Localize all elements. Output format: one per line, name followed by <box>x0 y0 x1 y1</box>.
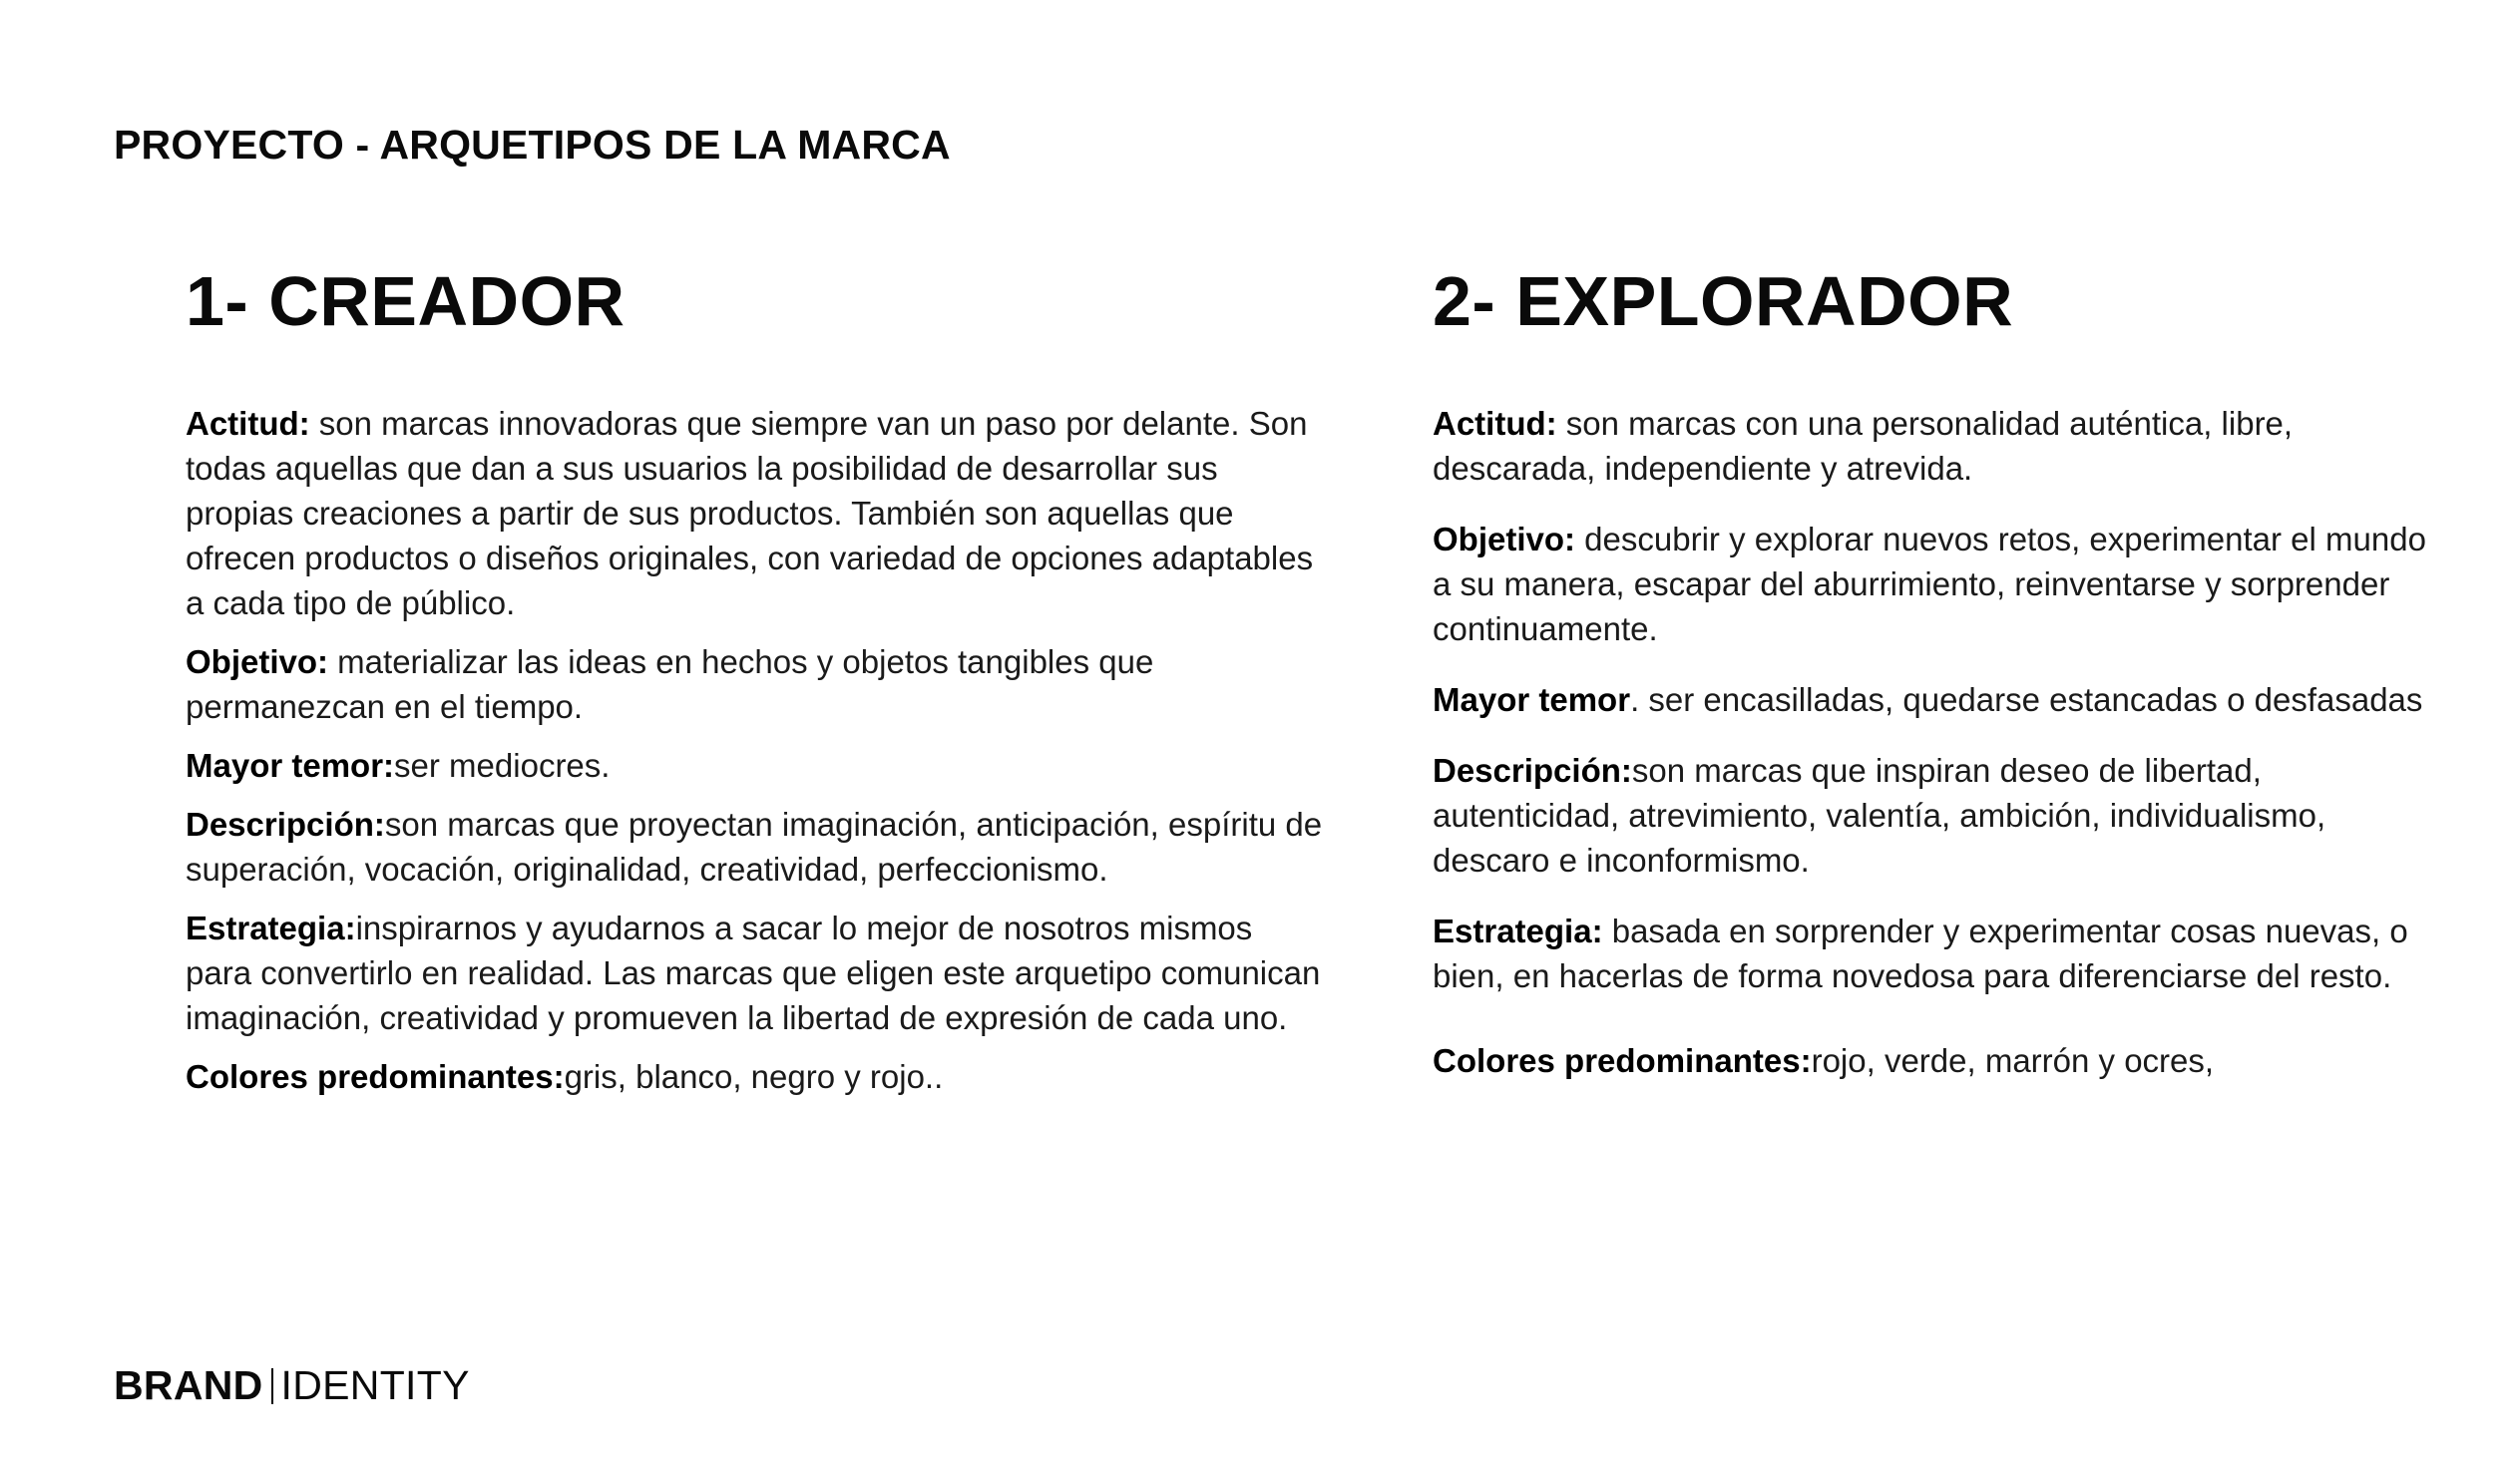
section-objetivo <box>1433 517 2440 651</box>
archetype-title: 2- EXPLORADOR <box>1433 262 2014 340</box>
archetype-body <box>1433 401 2440 1083</box>
section-label: Actitud: <box>186 405 310 442</box>
section-colores <box>1433 1038 2440 1083</box>
section-actitud <box>186 401 1323 625</box>
section-label: Objetivo: <box>1433 521 1576 557</box>
section-label: Colores predominantes: <box>186 1058 565 1095</box>
section-objetivo <box>186 639 1323 729</box>
section-text: ser mediocres. <box>394 747 611 784</box>
section-text: son marcas que inspiran deseo de libertad, autenticidad, atrevimiento, valentía, ambición, individualismo, descaro e inconformismo. <box>1433 752 2326 879</box>
brand-word-bold: BRAND <box>114 1362 263 1408</box>
section-text: son marcas innovadoras que siempre van un paso por delante. Son todas aquellas que dan a sus usuarios la posibilidad de desarrollar sus propias creaciones a partir de sus productos. También son aquellas que ofrecen productos o diseños originales, con variedad de opciones adaptables a cada tipo de público. <box>186 405 1314 621</box>
section-text: inspirarnos y ayudarnos a sacar lo mejor de nosotros mismos para convertirlo en realidad. Las marcas que eligen este arquetipo comunican imaginación, creatividad y promueven la libertad de expresión de cada uno. <box>186 910 1321 1036</box>
section-label: Estrategia: <box>186 910 356 946</box>
section-label: Descripción: <box>1433 752 1632 789</box>
section-estrategia <box>186 906 1323 1040</box>
section-actitud <box>1433 401 2440 491</box>
section-estrategia <box>1433 909 2440 998</box>
section-colores <box>186 1054 1323 1099</box>
archetype-creador <box>186 261 1323 1107</box>
section-label: Estrategia: <box>1433 913 1603 949</box>
section-label: Mayor temor: <box>186 747 395 784</box>
section-descripcion <box>186 802 1323 892</box>
section-label: Mayor temor <box>1433 681 1631 718</box>
section-label: Objetivo: <box>186 643 329 680</box>
section-label: Actitud: <box>1433 405 1557 442</box>
brand-identity-logo <box>114 1360 470 1410</box>
brand-word-light: IDENTITY <box>280 1362 470 1408</box>
section-text: son marcas que proyectan imaginación, anticipación, espíritu de superación, vocación, originalidad, creatividad, perfeccionismo. <box>186 806 1323 888</box>
section-text: rojo, verde, marrón y ocres, <box>1811 1042 2215 1079</box>
brand-separator <box>271 1368 273 1404</box>
section-text: gris, blanco, negro y rojo.. <box>564 1058 944 1095</box>
section-text: descubrir y explorar nuevos retos, experimentar el mundo a su manera, escapar del aburrimiento, reinventarse y sorprender continuamente. <box>1433 521 2426 647</box>
section-text: materializar las ideas en hechos y objetos tangibles que permanezcan en el tiempo. <box>186 643 1154 725</box>
section-text: basada en sorprender y experimentar cosas nuevas, o bien, en hacerlas de forma novedosa para diferenciarse del resto. <box>1433 913 2408 994</box>
archetype-body <box>186 401 1323 1099</box>
page-title: PROYECTO - ARQUETIPOS DE LA MARCA <box>114 122 951 168</box>
archetype-explorador <box>1433 261 2440 1103</box>
section-text: son marcas con una personalidad auténtica, libre, descarada, independiente y atrevida. <box>1433 405 2294 487</box>
section-mayor-temor <box>186 743 1323 788</box>
section-mayor-temor <box>1433 677 2440 722</box>
section-descripcion <box>1433 748 2440 883</box>
section-label: Colores predominantes: <box>1433 1042 1812 1079</box>
section-label: Descripción: <box>186 806 385 843</box>
archetype-title: 1- CREADOR <box>186 262 626 340</box>
section-text: . ser encasilladas, quedarse estancadas o desfasadas <box>1630 681 2423 718</box>
